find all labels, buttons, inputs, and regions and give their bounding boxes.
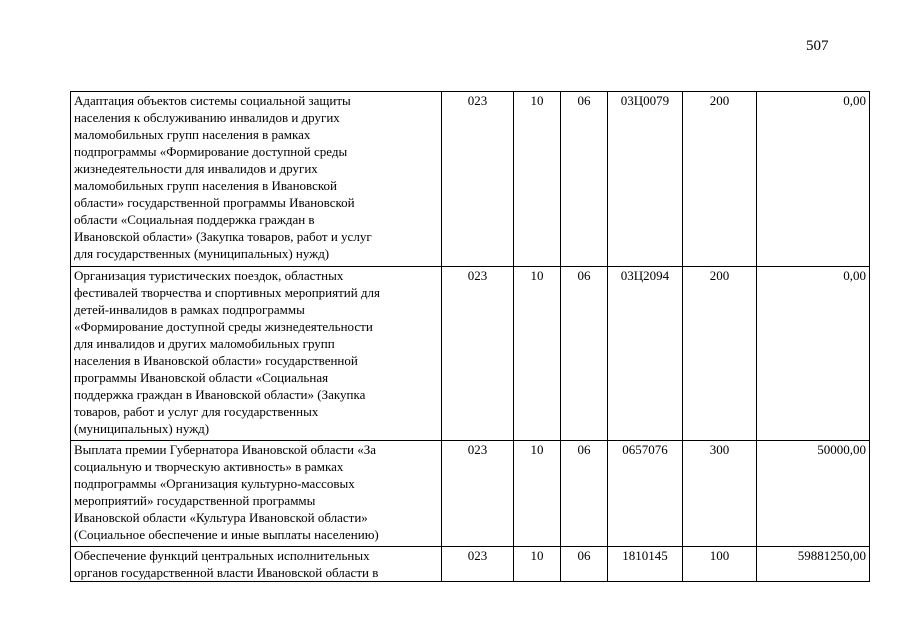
amount-cell: 50000,00 (757, 441, 870, 547)
amount-cell: 0,00 (757, 267, 870, 441)
amount-cell: 0,00 (757, 92, 870, 267)
section-code-cell: 10 (514, 92, 561, 267)
ministry-code-cell: 023 (442, 267, 514, 441)
target-article-cell: 0657076 (608, 441, 683, 547)
expense-type-cell: 100 (683, 547, 757, 582)
target-article-cell: 03Ц0079 (608, 92, 683, 267)
amount-cell: 59881250,00 (757, 547, 870, 582)
expense-name-cell: Выплата премии Губернатора Ивановской области «За социальную и творческую активность» в рамках подпрограммы «Организация культурно-массовых мероприятий» государственной программы Ивановской области «Культура Ивановской области» (Социальное обеспечение и иные выплаты населению) (71, 441, 442, 547)
target-article-cell: 03Ц2094 (608, 267, 683, 441)
table-row (71, 547, 870, 582)
ministry-code-cell: 023 (442, 92, 514, 267)
page-number: 507 (806, 38, 829, 54)
expense-type-cell: 200 (683, 267, 757, 441)
section-code-cell: 10 (514, 547, 561, 582)
subsection-code-cell: 06 (561, 547, 608, 582)
ministry-code-cell: 023 (442, 441, 514, 547)
ministry-code-cell: 023 (442, 547, 514, 582)
subsection-code-cell: 06 (561, 92, 608, 267)
table-row (71, 267, 870, 441)
target-article-cell: 1810145 (608, 547, 683, 582)
budget-table (70, 91, 870, 582)
expense-name-cell: Обеспечение функций центральных исполнительных органов государственной власти Ивановской области в (71, 547, 442, 582)
table-row (71, 441, 870, 547)
subsection-code-cell: 06 (561, 267, 608, 441)
expense-type-cell: 300 (683, 441, 757, 547)
table-row (71, 92, 870, 267)
subsection-code-cell: 06 (561, 441, 608, 547)
expense-name-cell: Организация туристических поездок, областных фестивалей творчества и спортивных мероприятий для детей-инвалидов в рамках подпрограммы «Формирование доступной среды жизнедеятельности для инвалидов и других маломобильных групп населения в Ивановской области» государственной программы Ивановской области «Социальная поддержка граждан в Ивановской области» (Закупка товаров, работ и услуг для государственных (муниципальных) нужд) (71, 267, 442, 441)
expense-type-cell: 200 (683, 92, 757, 267)
expense-name-cell: Адаптация объектов системы социальной защиты населения к обслуживанию инвалидов и других маломобильных групп населения в рамках подпрограммы «Формирование доступной среды жизнедеятельности для инвалидов и других маломобильных групп населения в Ивановской области» государственной программы Ивановской области «Социальная поддержка граждан в Ивановской области» (Закупка товаров, работ и услуг для государственных (муниципальных) нужд) (71, 92, 442, 267)
section-code-cell: 10 (514, 267, 561, 441)
section-code-cell: 10 (514, 441, 561, 547)
